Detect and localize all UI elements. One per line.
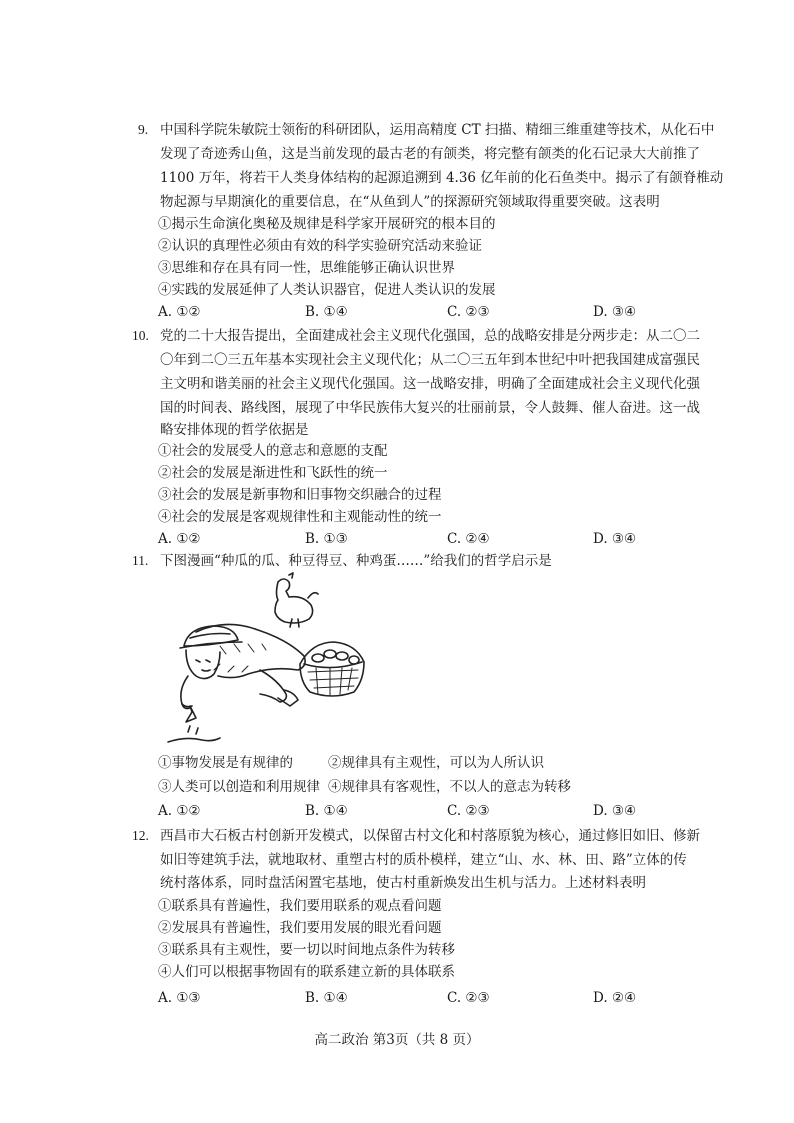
choice-c: C. ②④	[447, 531, 490, 547]
choice-a: A. ①③	[158, 990, 201, 1006]
option-3: ③社会的发展是新事物和旧事物交织融合的过程	[158, 487, 442, 503]
option-3: ③联系具有主观性，要一切以时间地点条件为转移	[158, 942, 455, 958]
question-stem: 主文明和谐美丽的社会主义现代化强国。这一战略安排，明确了全面建成社会主义现代化强	[160, 376, 700, 392]
choice-c: C. ②③	[447, 304, 490, 320]
option-2: ②社会的发展是渐进性和飞跃性的统一	[158, 465, 388, 481]
choice-d: D. ③④	[593, 531, 637, 547]
question-stem: 中国科学院朱敏院士领衔的科研团队，运用高精度 CT 扫描、精细三维重建等技术，从化石中	[160, 122, 715, 138]
question-stem: 略安排体现的哲学依据是	[160, 422, 309, 438]
option-2: ②规律具有主观性，可以为人所认识	[328, 755, 544, 771]
option-1: ①揭示生命演化奥秘及规律是科学家开展研究的根本目的	[158, 216, 496, 232]
page-footer: 高二政治 第3页（共 8 页）	[314, 1032, 480, 1048]
option-4: ④社会的发展是客观规律性和主观能动性的统一	[158, 509, 442, 525]
choice-d: D. ③④	[593, 803, 637, 819]
option-2: ②发展具有普遍性，我们要用发展的眼光看问题	[158, 920, 442, 936]
question-stem: 国的时间表、路线图，展现了中华民族伟大复兴的壮丽前景，令人鼓舞、催人奋进。这一战	[160, 400, 700, 416]
choice-a: A. ①②	[158, 531, 201, 547]
choice-b: B. ①④	[305, 304, 348, 320]
option-1: ①联系具有普遍性，我们要用联系的观点看问题	[158, 898, 442, 914]
question-stem: 1100 万年，将若干人类身体结构的起源追溯到 4.36 亿年前的化石鱼类中。揭示了有颌脊椎动	[160, 170, 724, 186]
question-number: 10.	[132, 328, 149, 343]
option-4: ④人们可以根据事物固有的联系建立新的具体联系	[158, 964, 455, 980]
cartoon-planting-illustration	[150, 572, 365, 750]
option-1: ①事物发展是有规律的	[158, 755, 293, 771]
question-number: 11.	[132, 553, 149, 568]
question-stem: 下图漫画“种瓜的瓜、种豆得豆、种鸡蛋……”给我们的哲学启示是	[160, 553, 552, 569]
option-4: ④实践的发展延伸了人类认识器官，促进人类认识的发展	[158, 282, 496, 298]
question-stem: 〇年到二〇三五年基本实现社会主义现代化；从二〇三五年到本世纪中叶把我国建成富强民	[160, 352, 700, 368]
choice-b: B. ①④	[305, 803, 348, 819]
question-stem: 发现了奇迹秀山鱼，这是当前发现的最古老的有颌类，将完整有颌类的化石记录大大前推了	[160, 146, 700, 162]
question-stem: 物起源与早期演化的重要信息，在“从鱼到人”的探源研究领域取得重要突破。这表明	[160, 194, 660, 210]
option-4: ④规律具有客观性，不以人的意志为转移	[328, 779, 571, 795]
option-2: ②认识的真理性必须由有效的科学实验研究活动来验证	[158, 238, 482, 254]
choice-d: D. ③④	[593, 304, 637, 320]
question-stem: 统村落体系，同时盘活闲置宅基地，使古村重新焕发出生机与活力。上述材料表明	[160, 875, 646, 891]
choice-c: C. ②③	[447, 990, 490, 1006]
question-stem: 西昌市大石板古村创新开发模式，以保留古村文化和村落原貌为核心，通过修旧如旧、修新	[160, 828, 700, 844]
choice-a: A. ①②	[158, 304, 201, 320]
option-3: ③思维和存在具有同一性，思维能够正确认识世界	[158, 260, 455, 276]
choice-b: B. ①③	[305, 531, 348, 547]
choice-d: D. ②④	[593, 990, 637, 1006]
question-stem: 党的二十大报告提出，全面建成社会主义现代化强国，总的战略安排是分两步走：从二〇二	[160, 328, 700, 344]
question-number: 9.	[138, 122, 149, 137]
option-1: ①社会的发展受人的意志和意愿的支配	[158, 443, 388, 459]
question-stem: 如旧等建筑手法，就地取材、重塑古村的质朴模样，建立“山、水、林、田、路”立体的传	[160, 852, 687, 868]
option-3: ③人类可以创造和利用规律	[158, 779, 320, 795]
question-number: 12.	[132, 828, 149, 843]
choice-b: B. ①④	[305, 990, 348, 1006]
choice-c: C. ②③	[447, 803, 490, 819]
choice-a: A. ①②	[158, 803, 201, 819]
